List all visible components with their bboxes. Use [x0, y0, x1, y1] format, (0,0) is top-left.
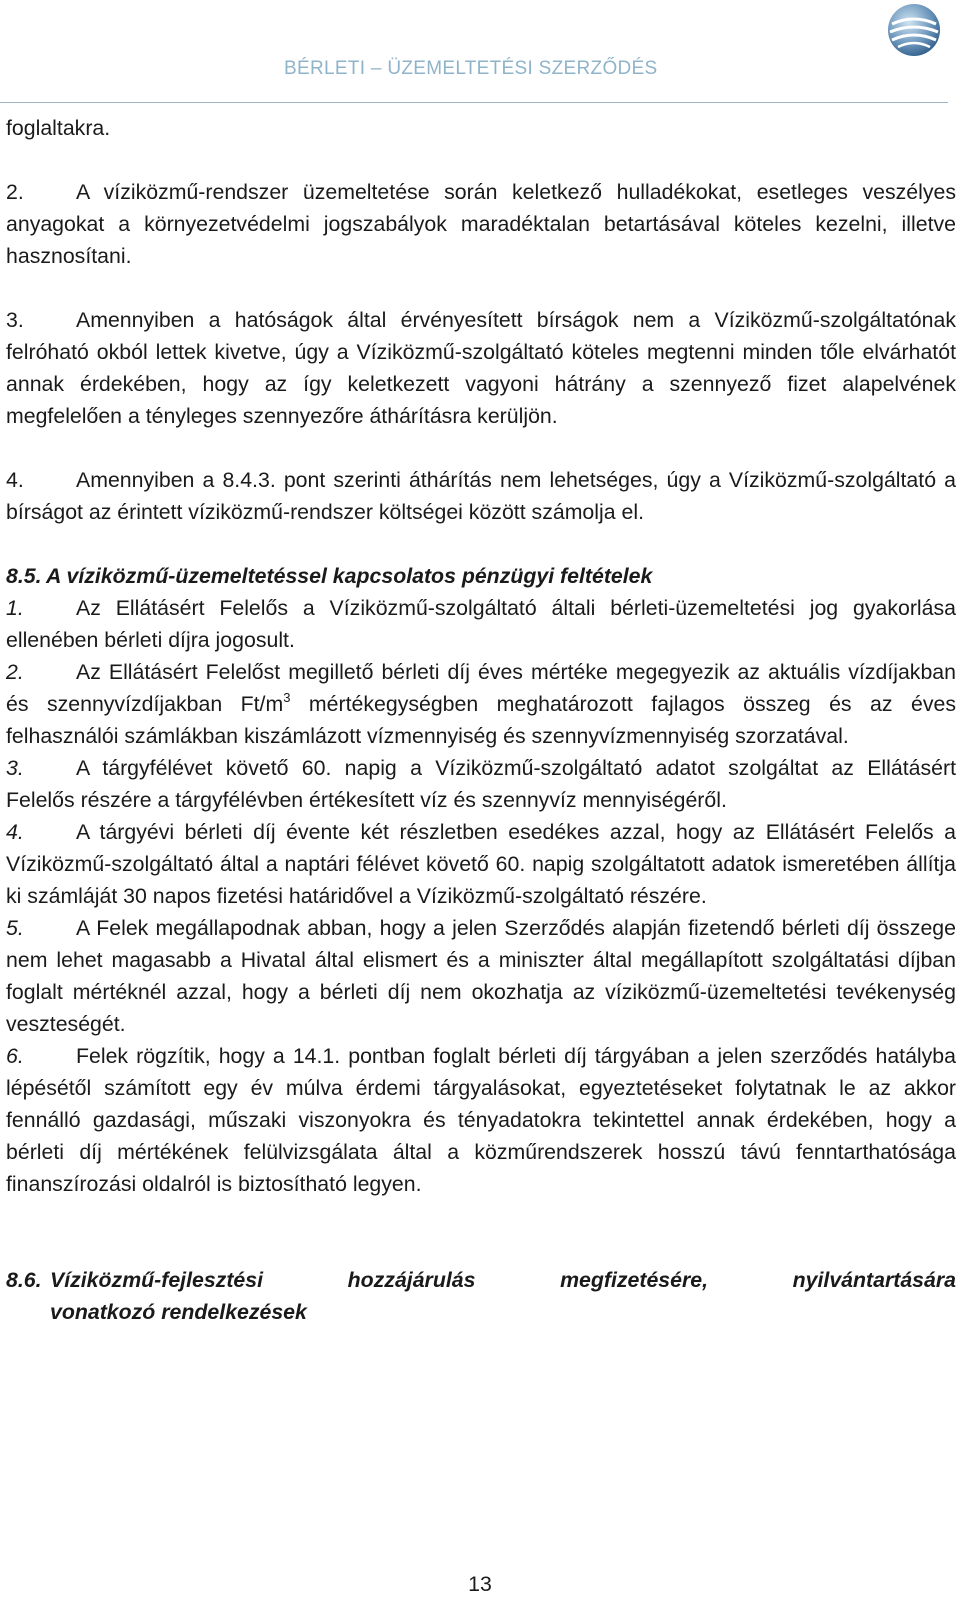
header-divider: [0, 102, 948, 103]
document-body: [6, 112, 956, 1328]
clause-8-5-5: [6, 912, 956, 1040]
clause-number: 3.: [6, 756, 24, 780]
clause-text: Az Ellátásért Felelős a Víziközmű-szolgáltató általi bérleti-üzemeltetési jog gyakorlása ellenében bérleti díjra jogosult.: [6, 596, 956, 652]
paragraph-text: A víziközmű-rendszer üzemeltetése során keletkező hulladékokat, esetleges veszélyes anyagokat a környezetvédelmi jogszabályok maradéktalan betartásával köteles kezelni, illetve hasznosítani.: [6, 180, 956, 268]
clause-8-5-2: [6, 656, 956, 752]
globe-logo-icon: [886, 2, 942, 58]
section-title: [50, 1264, 956, 1328]
clause-8-5-1: [6, 592, 956, 656]
superscript: 3: [283, 690, 291, 705]
clause-text-a: Az Ellátásért Felelőst megillető bérleti díj éves mértéke megegyezik az aktuális vízdíjakban és szennyvízdíjakban Ft/m: [6, 660, 956, 716]
section-heading-8-5: [6, 560, 956, 592]
clause-8-5-6: [6, 1040, 956, 1200]
section-title-line-2: vonatkozó rendelkezések: [50, 1300, 307, 1324]
clause-number: 1.: [6, 596, 24, 620]
paragraph-3: [6, 304, 956, 432]
clause-text: A Felek megállapodnak abban, hogy a jelen Szerződés alapján fizetendő bérleti díj összege nem lehet magasabb a Hivatal által elismert és a miniszter által megállapított szolgáltatási díjban foglalt mértéknél azzal, hogy a bérleti díj nem okozhatja az víziközmű-üzemeltetési tevékenység veszteségét.: [6, 916, 956, 1036]
section-title: A víziközmű-üzemeltetéssel kapcsolatos pénzügyi feltételek: [46, 564, 653, 588]
page-number: 13: [468, 1572, 492, 1596]
clause-text: A tárgyfélévet követő 60. napig a Víziközmű-szolgáltató adatot szolgáltat az Ellátásért Felelős részére a tárgyfélévben értékesített víz és szennyvíz mennyiségéről.: [6, 756, 956, 812]
clause-8-5-4: [6, 816, 956, 912]
section-heading-8-6: [6, 1264, 956, 1328]
clause-number: 2.: [6, 660, 24, 684]
clause-text: Felek rögzítik, hogy a 14.1. pontban foglalt bérleti díj tárgyában a jelen szerződés hatályba lépésétől számított egy év múlva érdemi tárgyalásokat, egyeztetéseket folytatnak le az akkor fennálló gazdasági, műszaki viszonyokra és tényadatokra tekintettel annak érdekében, hogy a bérleti díj mértékének felülvizsgálata által a közműrendszerek hosszú távú fenntarthatósága finanszírozási oldalról is biztosítható legyen.: [6, 1044, 956, 1196]
intro-text: foglaltakra.: [6, 116, 111, 140]
header-title: BÉRLETI – ÜZEMELTETÉSI SZERZŐDÉS: [284, 58, 658, 79]
paragraph-number: 3.: [6, 308, 24, 332]
paragraph-number: 4.: [6, 468, 24, 492]
section-number: 8.5.: [6, 564, 42, 588]
clause-8-5-3: [6, 752, 956, 816]
clause-number: 6.: [6, 1044, 24, 1068]
section-number: 8.6.: [6, 1268, 42, 1292]
paragraph-4: [6, 464, 956, 528]
paragraph-number: 2.: [6, 180, 24, 204]
paragraph-text: Amennyiben a 8.4.3. pont szerinti áthárítás nem lehetséges, úgy a Víziközmű-szolgáltató a bírságot az érintett víziközmű-rendszer költségei között számolja el.: [6, 468, 956, 524]
clause-number: 4.: [6, 820, 24, 844]
clause-text: A tárgyévi bérleti díj évente két részletben esedékes azzal, hogy az Ellátásért Felelős a Víziközmű-szolgáltató által a naptári félévet követő 60. napig szolgáltatott adatok ismeretében állítja ki számláját 30 napos fizetési határidővel a Víziközmű-szolgáltató részére.: [6, 820, 956, 908]
paragraph-2: [6, 176, 956, 272]
clause-text-b: mértékegységben meghatározott fajlagos összeg és az éves felhasználói számlákban kiszámlázott vízmennyiség és szennyvízmennyiség szorzatával.: [6, 692, 956, 748]
section-title-line-1: Víziközmű-fejlesztési hozzájárulás megfizetésére, nyilvántartására: [50, 1268, 956, 1292]
paragraph-text: Amennyiben a hatóságok által érvényesített bírságok nem a Víziközmű-szolgáltatónak felróható okból lettek kivetve, úgy a Víziközmű-szolgáltató köteles megtenni minden tőle elvárhatót annak érdekében, hogy az így keletkezett vagyoni hátrány a szennyező fizet alapelvének megfelelően a tényleges szennyezőre áthárításra kerüljön.: [6, 308, 956, 428]
clause-number: 5.: [6, 916, 24, 940]
